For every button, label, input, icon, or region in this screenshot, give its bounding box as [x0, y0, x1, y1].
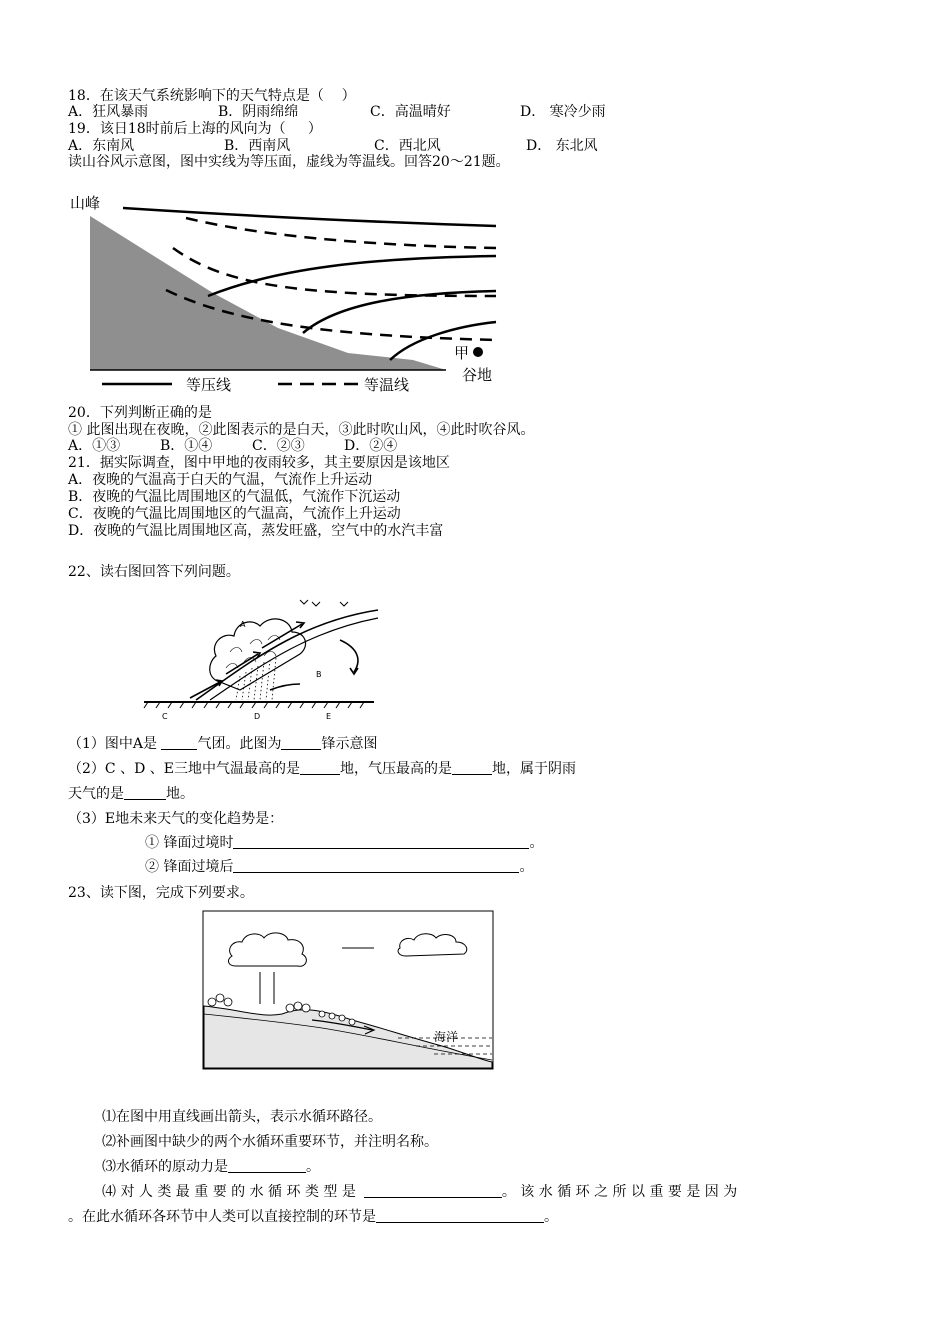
q22-part3: （3）E地未来天气的变化趋势是：: [68, 811, 284, 827]
q23-part2: ⑵补画图中缺少的两个水循环重要环节，并注明名称。: [102, 1134, 438, 1150]
point-jia-label: 甲: [454, 344, 470, 362]
q21-option-d: D．夜晚的气温比周围地区高，蒸发旺盛，空气中的水汽丰富: [68, 523, 444, 539]
q20-option-c: C．②③: [252, 438, 305, 454]
q20-stem: 20．下列判断正确的是: [68, 405, 212, 421]
q20-options: [68, 438, 397, 454]
q18-option-d: D． 寒冷少雨: [520, 104, 606, 120]
q22-blank-rainy[interactable]: [124, 785, 166, 800]
legend-isotherm-label: 等温线: [364, 376, 410, 394]
ocean-label: 海洋: [434, 1030, 459, 1044]
q22-blank-airmass[interactable]: [161, 735, 197, 750]
q18-option-a: A．狂风暴雨: [68, 104, 149, 120]
water-cycle-diagram: [202, 910, 494, 1070]
q19-stem: 19．该日18时前后上海的风向为（ ）: [68, 121, 322, 137]
q21-option-a: A．夜晚的气温高于白天的气温，气流作上升运动: [68, 472, 373, 488]
q20-option-a: A．①③: [68, 438, 121, 454]
q20-statements: ① 此图出现在夜晚，②此图表示的是白天，③此时吹山风，④此时吹谷风。: [68, 422, 535, 438]
valley-label: 谷地: [462, 366, 493, 384]
q22-blank-highest-pressure[interactable]: [452, 760, 492, 775]
front-label-c: C: [162, 712, 168, 721]
q23-blank-controllable[interactable]: [376, 1208, 544, 1223]
legend-isobar-label: 等压线: [186, 376, 232, 394]
q23-part1: ⑴在图中用直线画出箭头，表示水循环路径。: [102, 1109, 382, 1125]
q18-stem: 18．在该天气系统影响下的天气特点是（ ）: [68, 88, 356, 104]
q23-stem: 23、读下图，完成下列要求。: [68, 885, 254, 901]
front-label-e: E: [326, 712, 332, 721]
front-diagram: [140, 592, 380, 724]
q22-blank-front-type[interactable]: [281, 735, 321, 750]
q23-blank-driving-force[interactable]: [228, 1158, 306, 1173]
q20-option-b: B．①④: [160, 438, 213, 454]
q22-blank-during-front[interactable]: [233, 834, 529, 849]
q22-blank-after-front[interactable]: [233, 858, 519, 873]
front-label-d: D: [254, 712, 261, 721]
q23-part5: 。在此水循环各环节中人类可以直接控制的环节是 。: [68, 1209, 558, 1225]
q22-part2: （2）C 、D 、E三地中气温最高的是 地，气压最高的是 地，属于阴雨: [68, 761, 576, 777]
q22-part1: （1）图中A是 气团。此图为 锋示意图: [68, 736, 378, 752]
q19-option-d: D． 东北风: [526, 138, 598, 154]
q19-option-c: C．西北风: [374, 138, 441, 154]
peak-label: 山峰: [70, 194, 101, 212]
q19-option-a: A．东南风: [68, 138, 135, 154]
front-label-a: A: [240, 620, 246, 629]
q18-option-c: C．高温晴好: [370, 104, 451, 120]
q21-stem: 21．据实际调查，图中甲地的夜雨较多，其主要原因是该地区: [68, 455, 450, 471]
intro-20-21: 读山谷风示意图，图中实线为等压面，虚线为等温线。回答20～21题。: [68, 154, 510, 170]
q22-part3-a: ① 锋面过境时 。: [145, 835, 544, 851]
q21-option-c: C．夜晚的气温比周围地区的气温高，气流作上升运动: [68, 506, 401, 522]
q23-part4: ⑷ 对 人 类 最 重 要 的 水 循 环 类 型 是 。 该 水 循 环 之 所 以 重 要 是 因 为: [102, 1184, 738, 1200]
front-label-b: B: [316, 670, 322, 679]
q22-part3-b: ② 锋面过境后 。: [145, 859, 534, 875]
q22-blank-highest-temp[interactable]: [300, 760, 340, 775]
q22-part2-cont: 天气的是 地。: [68, 786, 194, 802]
q23-part3: ⑶水循环的原动力是 。: [102, 1159, 320, 1175]
q21-option-b: B．夜晚的气温比周围地区的气温低，气流作下沉运动: [68, 489, 401, 505]
q23-blank-cycle-type[interactable]: [364, 1183, 502, 1198]
front-figure: [140, 592, 380, 724]
q20-option-d: D．②④: [344, 438, 398, 454]
mountain-valley-figure: [68, 188, 508, 398]
q18-options: [68, 104, 606, 120]
q19-options: [68, 138, 598, 154]
water-cycle-figure: [202, 910, 494, 1070]
q18-option-b: B．阴雨绵绵: [218, 104, 299, 120]
q19-option-b: B．西南风: [224, 138, 291, 154]
q22-stem: 22、读右图回答下列问题。: [68, 564, 240, 580]
mountain-valley-diagram: [68, 188, 508, 398]
